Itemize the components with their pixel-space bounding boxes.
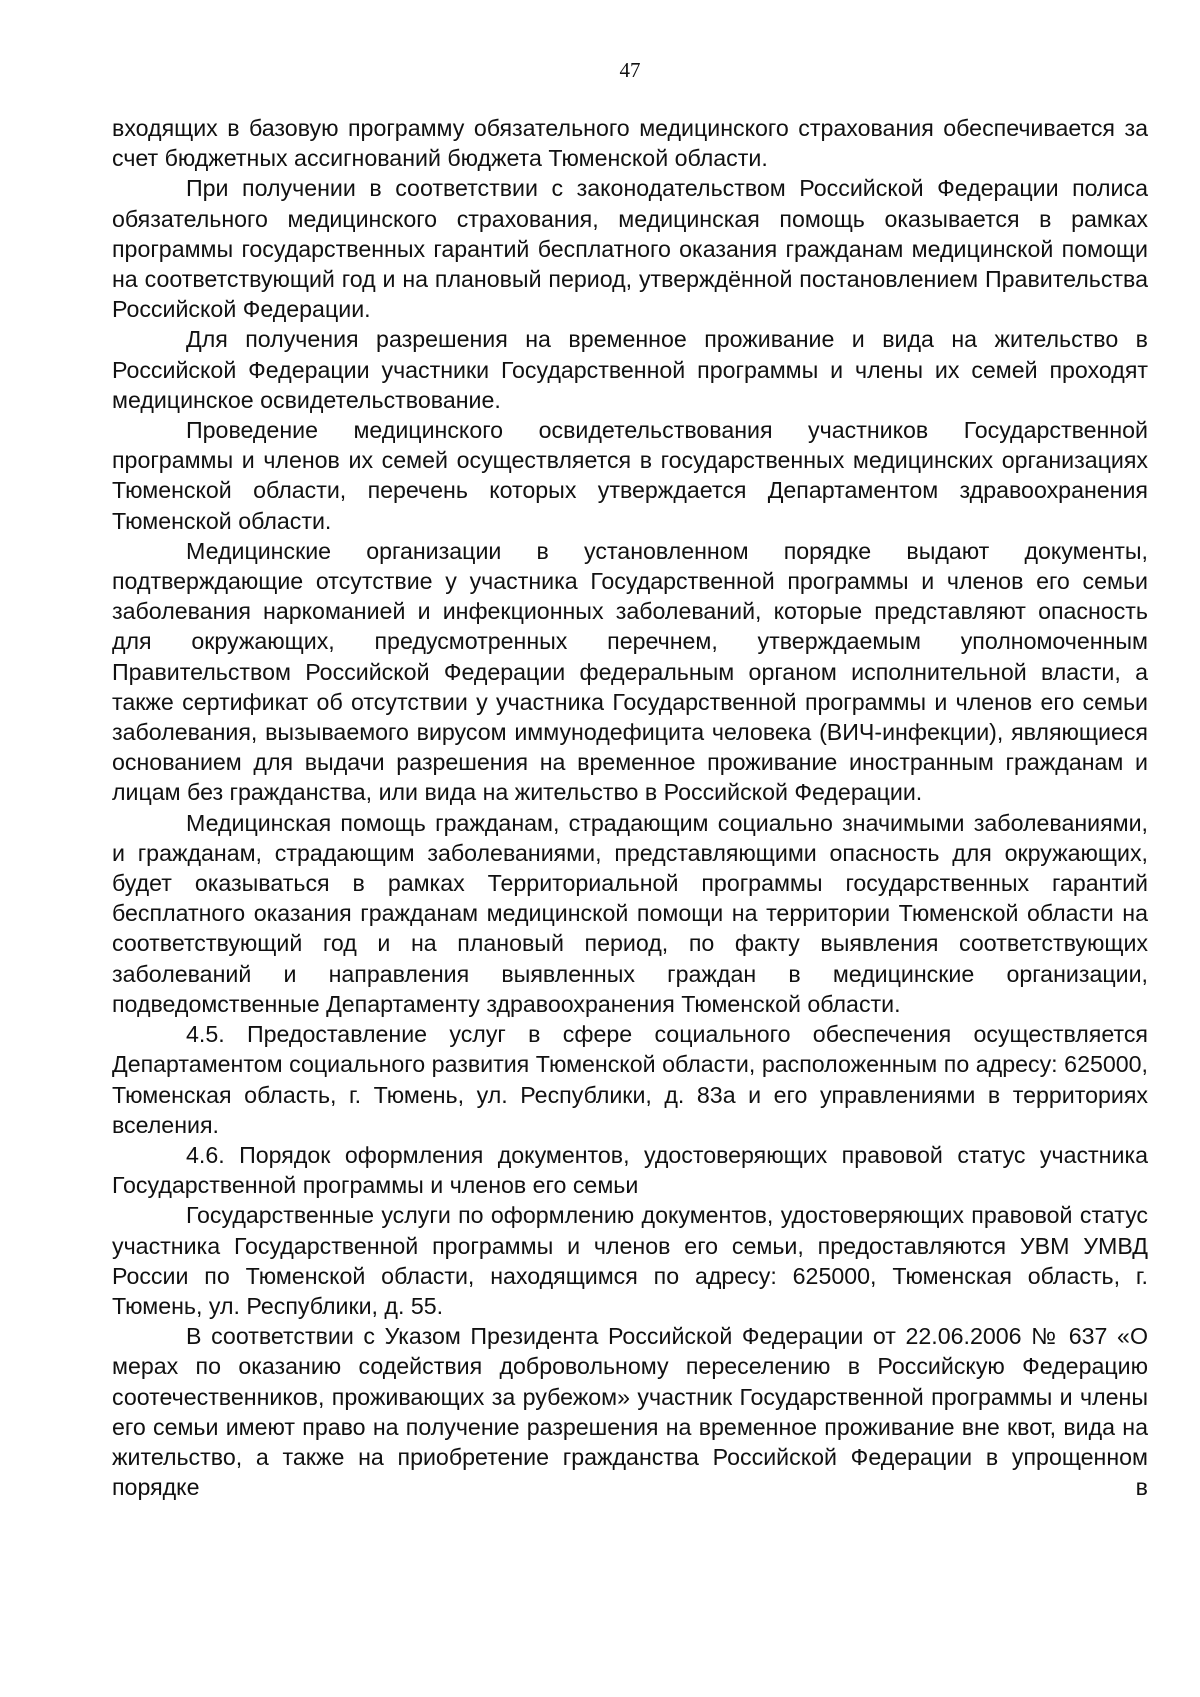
paragraph-state-services: Государственные услуги по оформлению документов, удостоверяющих правовой статус участника Государственной программы и членов его семьи, предоставляются УВМ УМВД России по Тюменской области, находящимся по адресу: 625000, Тюменская область, г. Тюмень, ул. Республики, д. 55.: [112, 1202, 1148, 1319]
paragraph-examination-organizations: Проведение медицинского освидетельствования участников Государственной программы и членов их семей осуществляется в государственных медицинских организациях Тюменской области, перечень которых утверждается Департаментом здравоохранения Тюменской области.: [112, 417, 1148, 534]
paragraph-medical-assistance: Медицинская помощь гражданам, страдающим социально значимыми заболеваниями, и гражданам, страдающим заболеваниями, представляющими опасность для окружающих, будет оказываться в рамках Территориальной программы государственных гарантий бесплатного оказания гражданам медицинской помощи на территории Тюменской области на соответствующий год и на плановый период, по факту выявления соответствующих заболеваний и направления выявленных граждан в медицинские организации, подведомственные Департаменту здравоохранения Тюменской области.: [112, 809, 1148, 1017]
paragraph-oms-policy: При получении в соответствии с законодательством Российской Федерации полиса обязательного медицинского страхования, медицинская помощь оказывается в рамках программы государственных гарантий бесплатного оказания гражданам медицинской помощи на соответствующий год и на плановый период, утверждённой постановлением Правительства Российской Федерации.: [112, 175, 1148, 323]
document-body: [112, 113, 1148, 1502]
paragraph-section-4-6-heading: 4.6. Порядок оформления документов, удостоверяющих правовой статус участника Государственной программы и членов его семьи: [112, 1141, 1148, 1199]
paragraph-continuation: входящих в базовую программу обязательного медицинского страхования обеспечивается за счет бюджетных ассигнований бюджета Тюменской области.: [112, 115, 1148, 172]
paragraph-section-4-5: 4.5. Предоставление услуг в сфере социального обеспечения осуществляется Департаментом социального развития Тюменской области, расположенным по адресу: 625000, Тюменская область, г. Тюмень, ул. Республики, д. 83а и его управлениями в территориях вселения.: [112, 1021, 1148, 1138]
paragraph-presidential-decree: В соответствии с Указом Президента Российской Федерации от 22.06.2006 № 637 «О мерах по оказанию содействия добровольному переселению в Российскую Федерацию соотечественников, проживающих за рубежом» участник Государственной программы и члены его семьи имеют право на получение разрешения на временное проживание вне квот, вида на жительство, а также на приобретение гражданства Российской Федерации в упрощенном порядке в: [112, 1323, 1148, 1501]
paragraph-medical-documents: Медицинские организации в установленном порядке выдают документы, подтверждающие отсутствие у участника Государственной программы и членов его семьи заболевания наркоманией и инфекционных заболеваний, которые представляют опасность для окружающих, предусмотренных перечнем, утверждаемым уполномоченным Правительством Российской Федерации федеральным органом исполнительной власти, а также сертификат об отсутствии у участника Государственной программы и членов его семьи заболевания, вызываемого вирусом иммунодефицита человека (ВИЧ-инфекции), являющиеся основанием для выдачи разрешения на временное проживание иностранным гражданам и лицам без гражданства, или вида на жительство в Российской Федерации.: [112, 537, 1148, 806]
paragraph-medical-examination: Для получения разрешения на временное проживание и вида на жительство в Российской Федерации участники Государственной программы и члены их семей проходят медицинское освидетельствование.: [112, 326, 1148, 413]
page-number: 47: [619, 58, 641, 82]
